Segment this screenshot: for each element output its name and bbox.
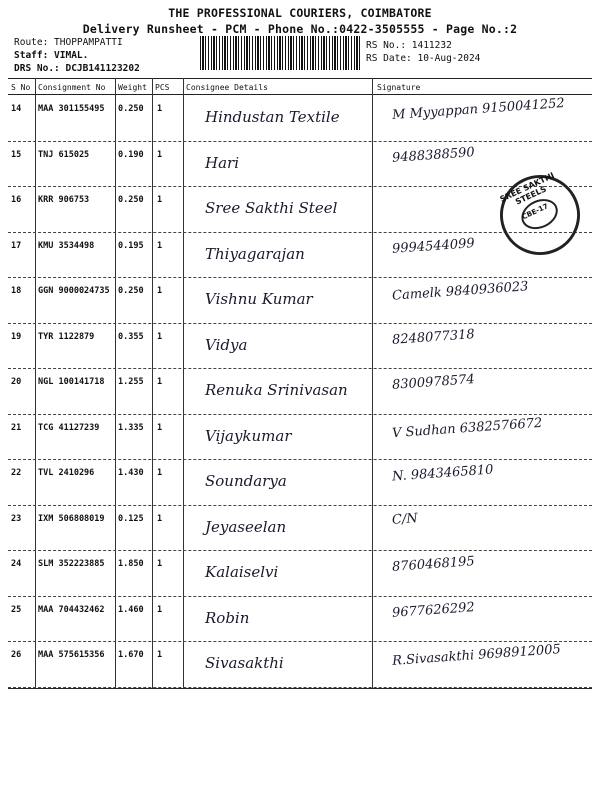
cell-consignee: Thiyagarajan	[205, 244, 305, 263]
cell-weight: 0.250	[118, 195, 144, 205]
rs-date: RS Date: 10-Aug-2024	[366, 53, 481, 64]
table-row	[0, 551, 600, 593]
cell-signature: 9994544099	[391, 235, 476, 257]
cell-consignment: MAA 301155495	[38, 104, 105, 114]
cell-pcs: 1	[157, 650, 163, 660]
table-row	[0, 96, 600, 138]
cell-consignee: Jeyaseelan	[205, 517, 287, 536]
cell-pcs: 1	[157, 513, 163, 524]
cell-pcs: 1	[157, 286, 163, 296]
cell-consignment: KRR 906753	[38, 195, 90, 205]
cell-consignment: TNJ 615025	[38, 149, 90, 160]
cell-sno: 24	[11, 559, 22, 569]
cell-consignment: TCG 41127239	[38, 422, 100, 433]
table-row	[0, 460, 600, 502]
cell-sno: 18	[11, 286, 22, 296]
cell-consignee: Sree Sakthi Steel	[205, 199, 338, 217]
cell-consignee: Vishnu Kumar	[205, 290, 313, 308]
cell-weight: 1.255	[118, 377, 144, 387]
cell-consignment: GGN 9000024735	[38, 286, 110, 296]
col-header-pcs: PCS	[155, 83, 170, 92]
cell-weight: 1.430	[118, 468, 144, 478]
rs-number: RS No.: 1411232	[366, 40, 452, 51]
cell-signature: Camelk 9840936023	[391, 279, 529, 304]
cell-weight: 0.125	[118, 513, 144, 524]
cell-sno: 26	[11, 650, 22, 660]
col-header-consignee: Consignee Details	[186, 83, 268, 92]
cell-weight: 1.460	[118, 604, 144, 615]
cell-signature: 8300978574	[391, 372, 476, 393]
cell-sno: 25	[11, 604, 22, 615]
cell-consignee: Renuka Srinivasan	[205, 381, 348, 399]
table-row	[0, 642, 600, 684]
company-title: THE PROFESSIONAL COURIERS, COIMBATORE	[168, 6, 432, 20]
table-row	[0, 506, 600, 548]
cell-consignee: Hindustan Textile	[205, 108, 340, 126]
cell-signature: R.Sivasakthi 9698912005	[391, 642, 562, 669]
cell-sno: 22	[11, 468, 22, 478]
cell-pcs: 1	[157, 240, 163, 251]
cell-consignee: Sivasakthi	[205, 654, 284, 672]
table-row	[0, 369, 600, 411]
cell-sno: 20	[11, 377, 22, 387]
cell-signature: 8248077318	[391, 326, 476, 348]
cell-pcs: 1	[157, 149, 163, 160]
cell-consignee: Hari	[205, 153, 239, 172]
table-row	[0, 597, 600, 639]
cell-pcs: 1	[157, 422, 163, 433]
cell-consignment: TVL 2410296	[38, 468, 95, 478]
col-header-consignment: Consignment No	[38, 83, 106, 92]
cell-signature: N. 9843465810	[391, 462, 494, 485]
cell-consignee: Robin	[205, 608, 250, 627]
cell-consignment: NGL 100141718	[38, 377, 105, 387]
cell-pcs: 1	[157, 559, 163, 569]
cell-weight: 1.850	[118, 559, 144, 569]
runsheet-title: Delivery Runsheet - PCM - Phone No.:0422-3505555 - Page No.:2	[82, 22, 518, 36]
cell-consignment: MAA 704432462	[38, 604, 105, 615]
cell-weight: 0.250	[118, 104, 144, 114]
cell-weight: 0.190	[118, 149, 144, 160]
cell-consignment: IXM 506808019	[38, 513, 105, 524]
cell-consignee: Vidya	[205, 335, 248, 354]
cell-consignment: KMU 3534498	[38, 240, 95, 251]
table-row	[0, 278, 600, 320]
barcode	[200, 36, 360, 70]
stamp-name: SREE SAKTHI STEELS	[498, 170, 556, 207]
cell-sno: 17	[11, 240, 22, 251]
cell-weight: 0.250	[118, 286, 144, 296]
cell-consignee: Kalaiselvi	[205, 563, 279, 581]
table-row	[0, 324, 600, 366]
staff-label: Staff: VIMAL.	[14, 50, 89, 61]
cell-sno: 19	[11, 331, 22, 342]
drs-number: DRS No.: DCJB141123202	[14, 63, 140, 74]
cell-weight: 0.195	[118, 240, 144, 251]
cell-pcs: 1	[157, 468, 163, 478]
cell-consignment: SLM 352223885	[38, 559, 105, 569]
table-row	[0, 415, 600, 457]
cell-pcs: 1	[157, 331, 163, 342]
cell-sno: 14	[11, 104, 22, 114]
cell-pcs: 1	[157, 104, 163, 114]
cell-consignee: Vijaykumar	[205, 426, 292, 445]
cell-weight: 0.355	[118, 331, 144, 342]
cell-sno: 21	[11, 422, 22, 433]
header-bottom-rule	[8, 94, 592, 95]
cell-sno: 23	[11, 513, 22, 524]
cell-signature: C/N	[391, 510, 419, 528]
cell-consignment: MAA 575615356	[38, 650, 105, 660]
cell-signature: 9677626292	[391, 599, 476, 621]
cell-pcs: 1	[157, 377, 163, 387]
header-top-rule	[8, 78, 592, 79]
cell-consignment: TYR 1122879	[38, 331, 95, 342]
stamp-code: CBE-17	[520, 202, 550, 222]
table-bottom-rule	[8, 688, 592, 689]
table-row	[0, 142, 600, 184]
col-header-signature: Signature	[377, 83, 421, 92]
route-label: Route: THOPPAMPATTI	[14, 37, 123, 48]
cell-sno: 16	[11, 195, 22, 205]
col-header-sno: S No	[11, 83, 31, 92]
cell-weight: 1.670	[118, 650, 144, 660]
cell-pcs: 1	[157, 195, 163, 205]
cell-sno: 15	[11, 149, 22, 160]
cell-weight: 1.335	[118, 422, 144, 433]
cell-signature: V Sudhan 6382576672	[391, 415, 543, 441]
cell-pcs: 1	[157, 604, 163, 615]
cell-signature: M Myyappan 9150041252	[391, 95, 566, 124]
cell-consignee: Soundarya	[205, 472, 287, 490]
cell-signature: 8760468195	[391, 554, 476, 575]
col-header-weight: Weight	[118, 83, 147, 92]
cell-signature: 9488388590	[391, 144, 476, 166]
